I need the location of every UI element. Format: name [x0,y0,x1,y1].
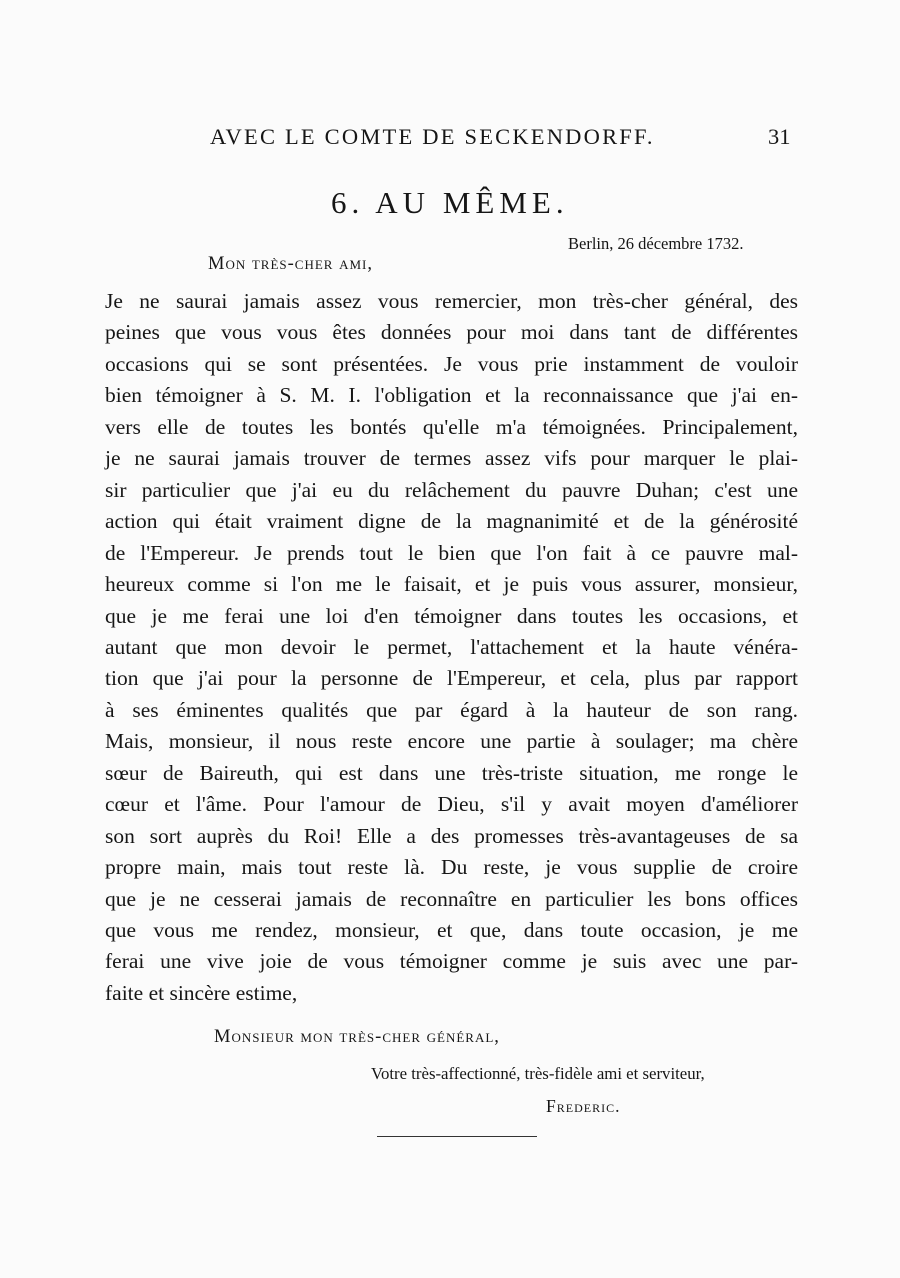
body-line: peines que vous vous êtes données pour moi dans tant de différentes [105,320,798,345]
body-line: son sort auprès du Roi! Elle a des promesses très-avantageuses de sa [105,823,798,848]
dateline: Berlin, 26 décembre 1732. [568,234,744,253]
signature: Frederic. [546,1096,621,1116]
body-line: que je me ferai une loi d'en témoigner dans toutes les occasions, et [105,603,798,628]
body-line: Mais, monsieur, il nous reste encore une partie à soulager; ma chère [105,729,798,754]
end-rule [377,1136,537,1137]
page-number: 31 [768,124,791,149]
salutation: Mon très-cher ami, [208,254,373,274]
signoff: Votre très-affectionné, très-fidèle ami et serviteur, [371,1064,705,1083]
running-head: AVEC LE COMTE DE SECKENDORFF. [210,124,655,149]
body-line: vers elle de toutes les bontés qu'elle m'a témoignées. Principalement, [105,414,798,439]
body-line: de l'Empereur. Je prends tout le bien que l'on fait à ce pauvre mal- [105,540,798,565]
body-line: sœur de Baireuth, qui est dans une très-triste situation, me ronge le [105,760,798,785]
body-line: que je ne cesserai jamais de reconnaître en particulier les bons offices [105,886,798,911]
body-line: heureux comme si l'on me le faisait, et je puis vous assurer, monsieur, [105,572,798,597]
body-line: autant que mon devoir le permet, l'attachement et la haute vénéra- [105,634,798,659]
body-line: faite et sincère estime, [105,980,298,1005]
body-line: bien témoigner à S. M. I. l'obligation et la reconnaissance que j'ai en- [105,383,798,408]
body-line: Je ne saurai jamais assez vous remercier, mon très-cher général, des [105,289,798,313]
body-line: sir particulier que j'ai eu du relâchement du pauvre Duhan; c'est une [105,477,798,502]
body-line: propre main, mais tout reste là. Du reste, je vous supplie de croire [105,855,798,880]
closing-address: Monsieur mon très-cher général, [214,1027,500,1047]
letter-title: 6. AU MÊME. [331,185,569,220]
body-line: cœur et l'âme. Pour l'amour de Dieu, s'il y avait moyen d'améliorer [105,792,798,817]
body-line: à ses éminentes qualités que par égard à la hauteur de son rang. [105,697,798,722]
body-line: action qui était vraiment digne de la magnanimité et de la générosité [105,509,798,534]
body-line: occasions qui se sont présentées. Je vous prie instamment de vouloir [105,351,798,376]
body-line: je ne saurai jamais trouver de termes assez vifs pour marquer le plai- [105,446,798,471]
body-line: ferai une vive joie de vous témoigner comme je suis avec une par- [105,949,798,974]
body-line: tion que j'ai pour la personne de l'Empereur, et cela, plus par rapport [105,666,798,691]
body-line: que vous me rendez, monsieur, et que, dans toute occasion, je me [105,918,798,942]
